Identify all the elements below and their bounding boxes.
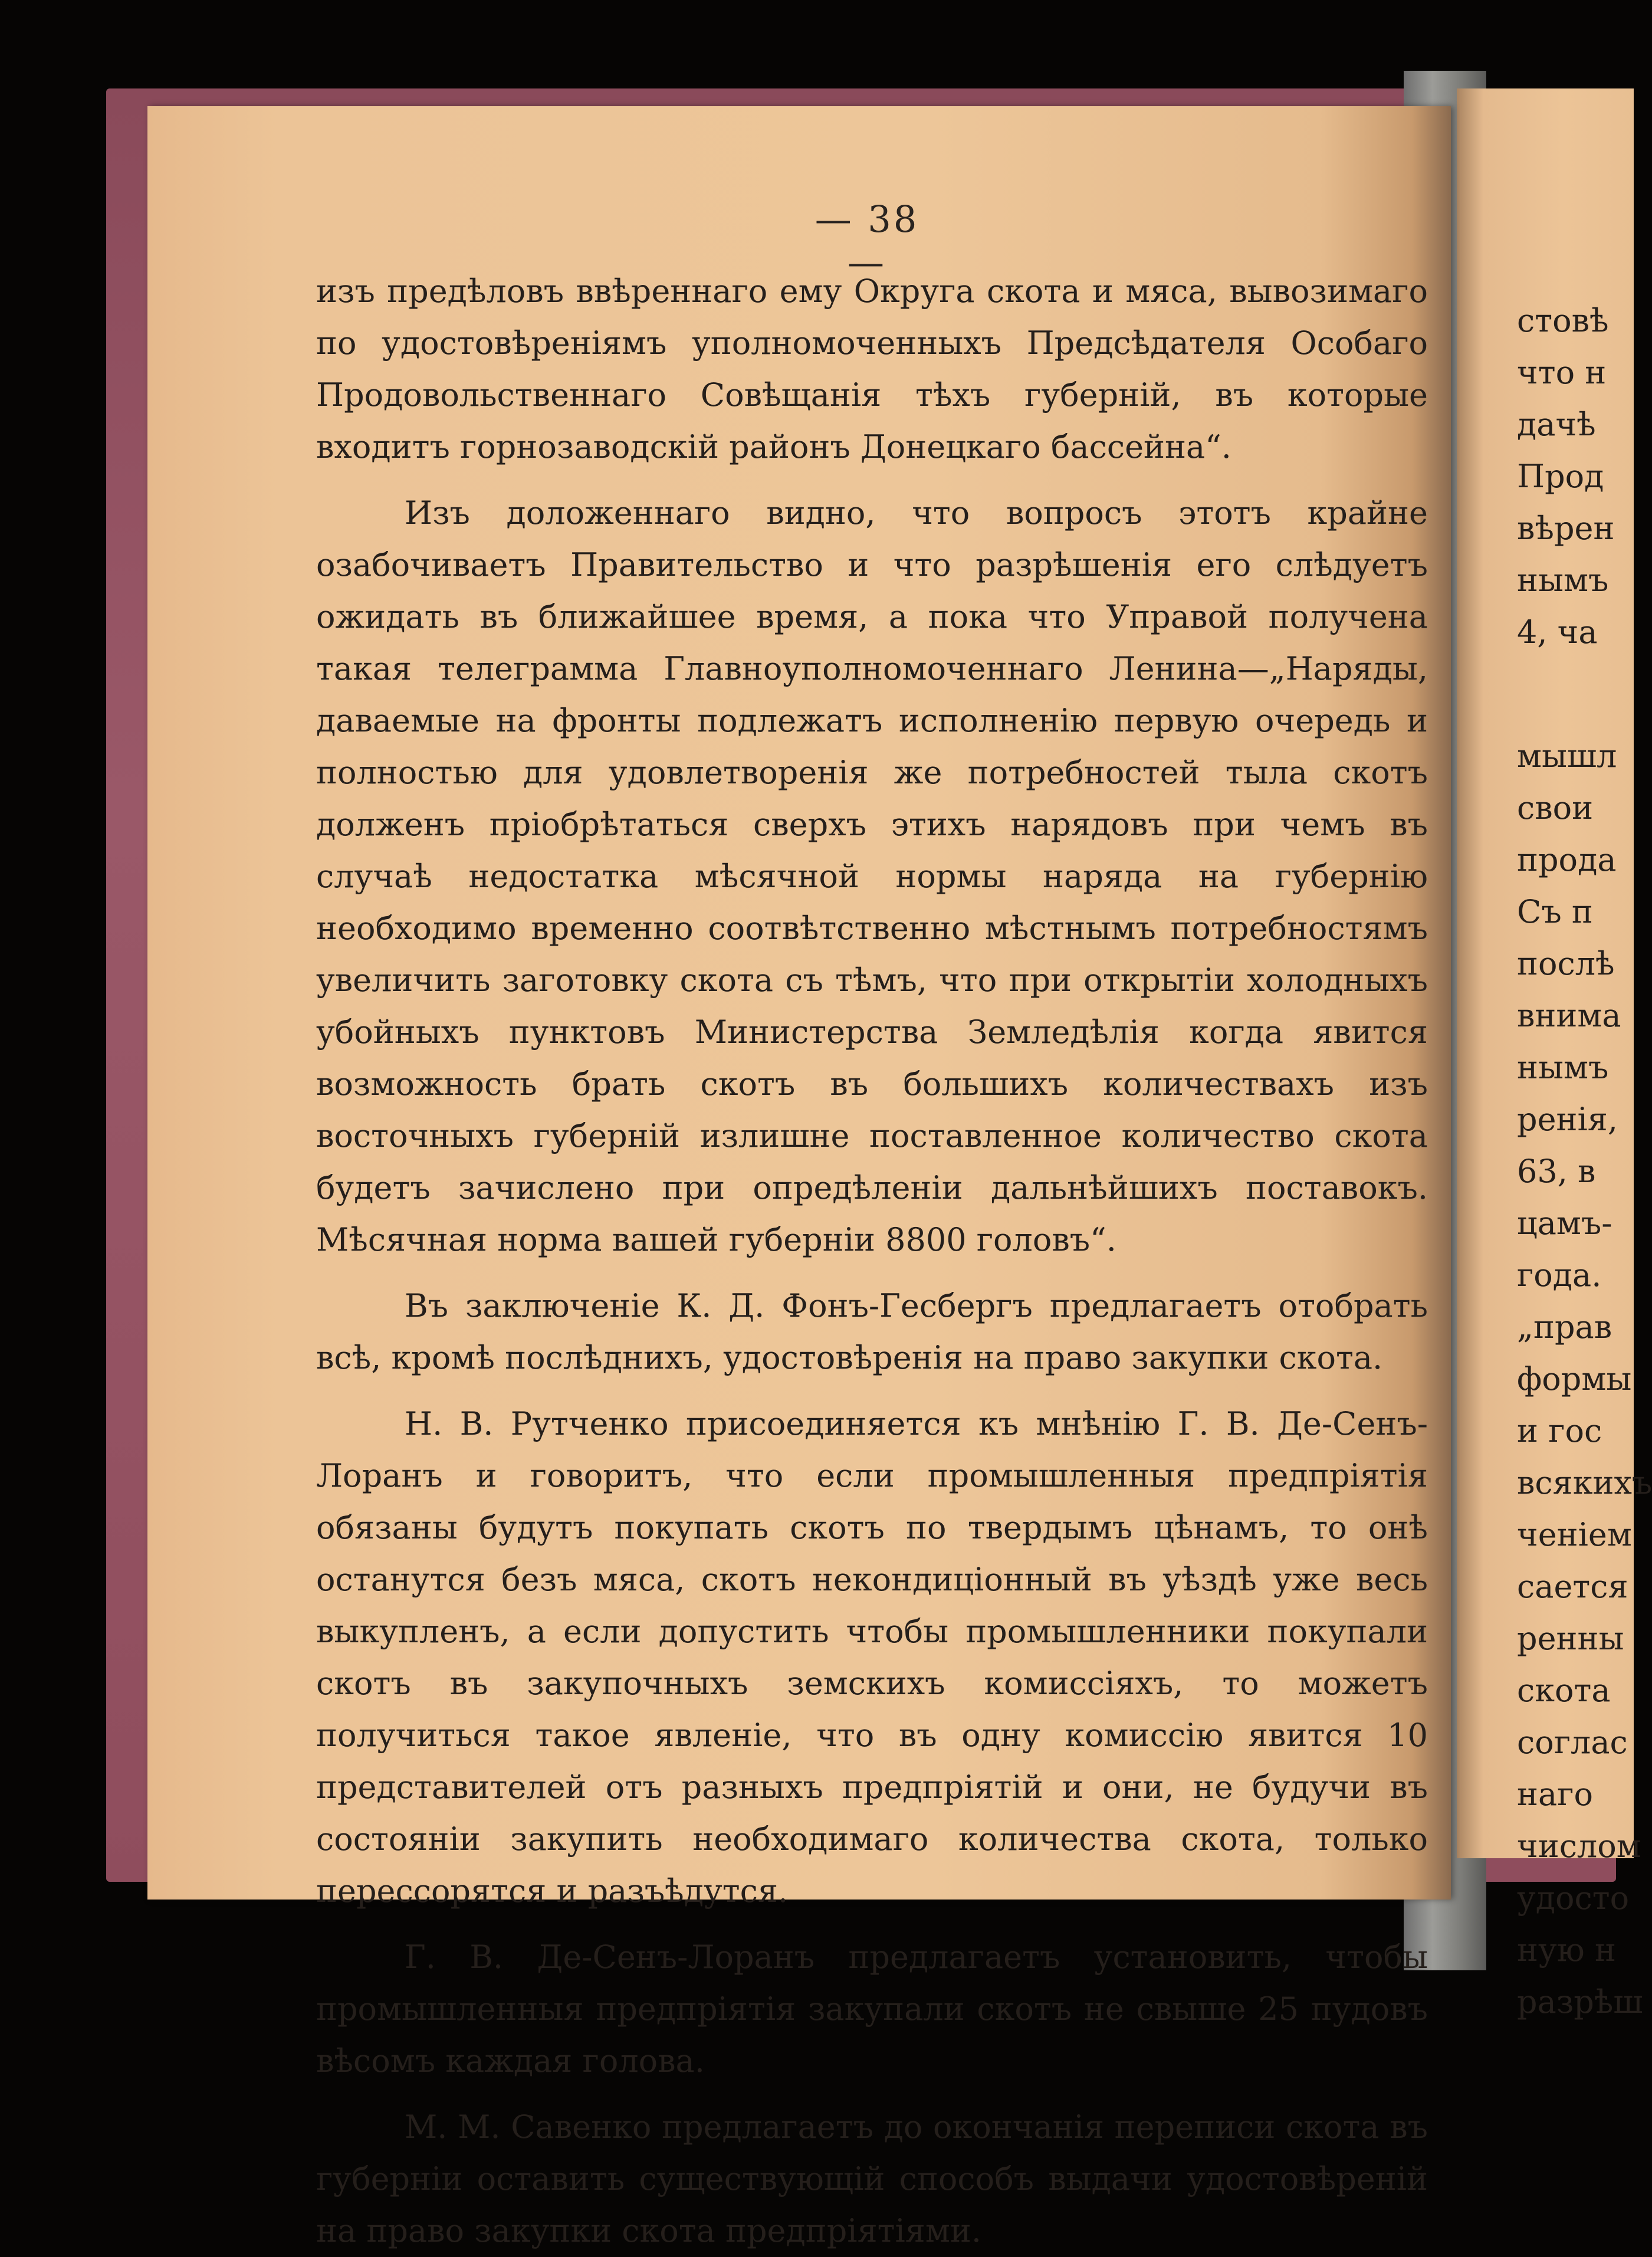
right-page-fragment: цамъ- [1517, 1205, 1612, 1242]
right-page-fragment: ченіем [1517, 1516, 1632, 1553]
paragraph: Г. В. Де-Сенъ-Лоранъ предлагаетъ установить, чтобы промышленныя предпріятія закупали скотъ не свыше 25 пудовъ вѣсомъ каждая голова. [316, 1938, 1428, 2079]
paragraph: Въ заключеніе К. Д. Фонъ-Гесбергъ предлагаетъ отобрать всѣ, кромѣ послѣднихъ, удостовѣренія на право закупки скота. [316, 1287, 1428, 1376]
right-page-fragment: что н [1517, 354, 1607, 391]
right-page-gap [1517, 658, 1635, 730]
right-page-fragment: разрѣш [1517, 1983, 1643, 2020]
right-page-fragment: мышл [1517, 737, 1617, 775]
right-page-fragment: дачѣ [1517, 406, 1596, 443]
right-page-fragment: наго [1517, 1776, 1593, 1813]
right-page-fragment: соглас [1517, 1724, 1628, 1761]
right-page-fragment: скота [1517, 1672, 1611, 1709]
right-page-fragment: Съ п [1517, 893, 1593, 930]
paragraph-continued: изъ предѣловъ ввѣреннаго ему Округа скота и мяса, вывозимаго по удостовѣреніямъ уполномоченныхъ Предсѣдателя Особаго Продовольственнаго Совѣщанія тѣхъ губерній, въ которые входитъ горнозаводскій районъ Донецкаго бассейна“. [316, 273, 1428, 465]
right-page-fragment: Прод [1517, 458, 1604, 495]
right-page-fragment: прода [1517, 841, 1617, 878]
page-body [316, 265, 1428, 2257]
paragraph: Изъ доложеннаго видно, что вопросъ этотъ крайне озабочиваетъ Правительство и что разрѣшенія его слѣдуетъ ожидать въ ближайшее время, а пока что Управой получена такая телеграмма Главноуполномоченнаго Ленина—„Наряды, даваемые на фронты подлежатъ исполненію первую очередь и полностью для удовлетворенія же потребностей тыла скотъ долженъ пріобрѣтаться сверхъ этихъ нарядовъ при чемъ въ случаѣ недостатка мѣсячной нормы наряда на губернію необходимо временно соотвѣтственно мѣстнымъ потребностямъ увеличить заготовку скота съ тѣмъ, что при открытіи холодныхъ убойныхъ пунктовъ Министерства Земледѣлія когда явится возможность брать скотъ въ большихъ количествахъ изъ восточныхъ губерній излишне поставленное количество скота будетъ зачислено при опредѣленіи дальнѣйшихъ поставокъ. Мѣсячная норма вашей губерніи 8800 головъ“. [316, 494, 1428, 1258]
right-page-fragment: стовѣ [1517, 302, 1609, 339]
right-page-fragment: ренія, [1517, 1101, 1618, 1138]
right-page-fragment: внима [1517, 997, 1621, 1034]
right-page-fragment: свои [1517, 789, 1594, 826]
right-page-fragment: формы [1517, 1360, 1632, 1397]
right-page-fragment: и гос [1517, 1412, 1602, 1449]
right-page-fragment: ренны [1517, 1620, 1624, 1657]
right-page-fragment: сается [1517, 1568, 1628, 1605]
right-page-fragment: ную н [1517, 1931, 1616, 1969]
right-page-fragment: 63, в [1517, 1153, 1596, 1190]
page-number: — 38 — [814, 198, 919, 284]
right-page-fragment: числом [1517, 1828, 1641, 1865]
right-page-fragment: вѣрен [1517, 510, 1615, 547]
right-page-fragment: всякихъ [1517, 1464, 1652, 1501]
right-page-text [1517, 295, 1652, 2028]
right-page-fragment: послѣ [1517, 945, 1615, 982]
right-page-fragment: нымъ [1517, 562, 1609, 599]
right-page-fragment: „прав [1517, 1308, 1612, 1346]
paragraph: М. М. Савенко предлагаетъ до окончанія переписи скота въ губерніи оставить существующій способъ выдачи удостовѣреній на право закупки скота предпріятіями. [316, 2108, 1428, 2249]
right-page-fragment: года. [1517, 1257, 1602, 1294]
right-page-fragment: нымъ [1517, 1049, 1609, 1086]
right-page-fragment: удосто [1517, 1879, 1630, 1917]
right-page-fragment: 4, ча [1517, 614, 1598, 651]
paragraph: Н. В. Рутченко присоединяется къ мнѣнію Г. В. Де-Сенъ-Лоранъ и говоритъ, что если промышленныя предпріятія обязаны будутъ покупать скотъ по твердымъ цѣнамъ, то онѣ останутся безъ мяса, скотъ некондиціонный въ уѣздѣ уже весь выкупленъ, а если допустить чтобы промышленники покупали скотъ въ закупочныхъ земскихъ комиссіяхъ, то можетъ получиться такое явленіе, что въ одну комиссію явится 10 представителей отъ разныхъ предпріятій и они, не будучи въ состояніи закупить необходимаго количества скота, только перессорятся и разъѣдутся. [316, 1405, 1428, 1910]
